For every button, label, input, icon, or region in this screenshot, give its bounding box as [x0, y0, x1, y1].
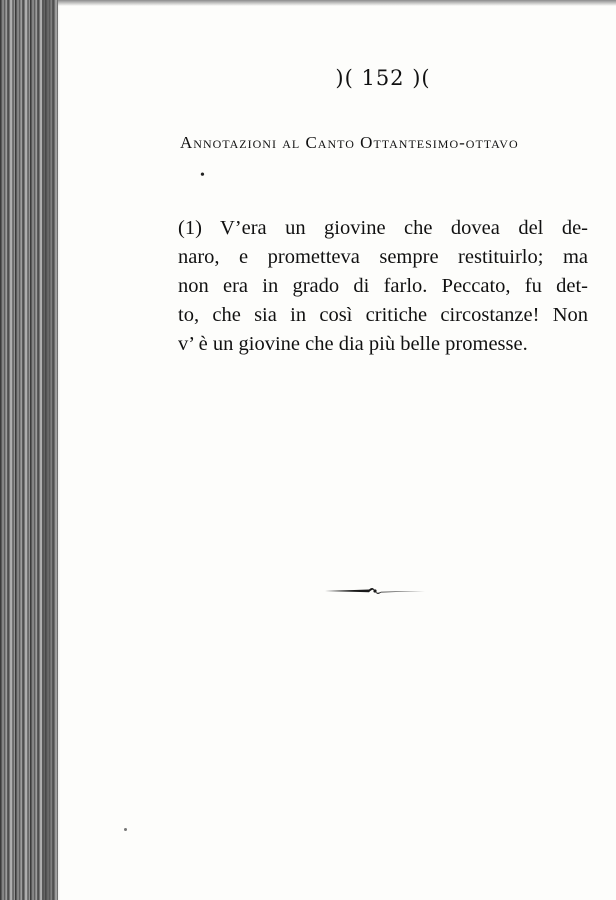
annotation-line: to, che sia in così critiche circostanze! Non — [178, 304, 588, 326]
section-heading: Annotazioni al Canto Ottantesimo-ottavo — [180, 133, 519, 152]
gutter-shadow — [42, 0, 60, 900]
annotation-line: v’ è un giovine che dia più belle promesse. — [178, 333, 528, 355]
stray-dot: • — [200, 168, 205, 183]
annotation-line: naro, e prometteva sempre restituirlo; ma — [178, 246, 588, 268]
annotation-text — [178, 214, 588, 359]
end-ornament-icon — [325, 584, 425, 598]
annotation-line: non era in grado di farlo. Peccato, fu det- — [178, 275, 588, 297]
annotation-line: (1) V’era un giovine che dovea del de- — [178, 217, 588, 239]
page-number: )( 152 )( — [335, 66, 431, 90]
paper-speck — [124, 828, 127, 831]
top-edge-shadow — [58, 0, 616, 6]
